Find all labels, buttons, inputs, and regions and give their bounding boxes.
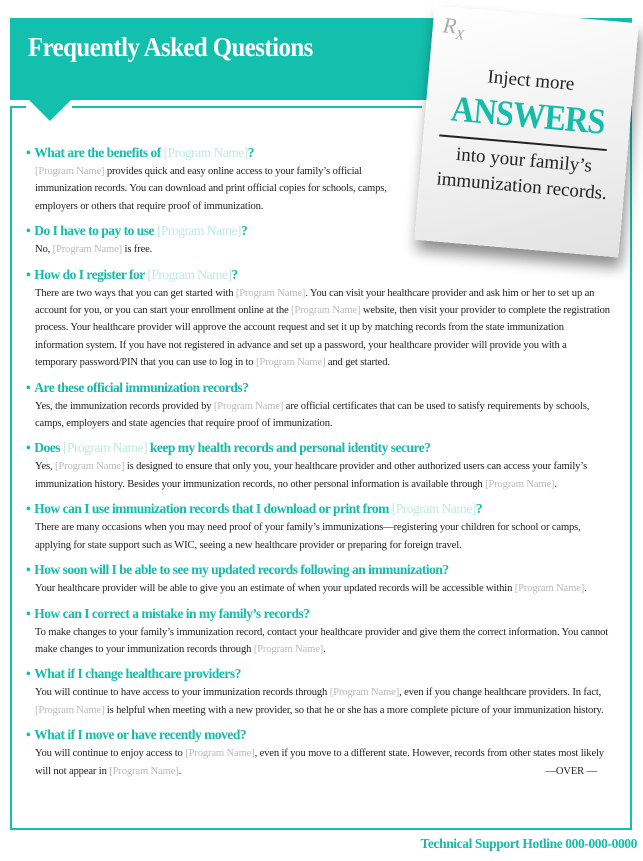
question-text: keep my health records and personal identity secure? xyxy=(146,440,431,456)
question-text: What if I change healthcare providers? xyxy=(34,666,241,682)
faq-item xyxy=(26,725,611,780)
answer-text: is helpful when meeting with a new provider, so that he or she has a more complete picture of your immunization history. xyxy=(104,704,604,716)
question-text: ? xyxy=(240,223,248,239)
faq-answer xyxy=(26,241,400,258)
question-text: Does xyxy=(34,440,63,456)
program-name-placeholder: [Program Name] xyxy=(62,440,147,456)
faq-answer xyxy=(26,458,611,493)
question-text: ? xyxy=(475,501,483,517)
faq-question xyxy=(26,604,611,624)
faq-answer xyxy=(26,285,611,372)
answer-text: . xyxy=(323,643,326,655)
faq-question xyxy=(26,265,611,285)
rx-sub: X xyxy=(454,27,465,44)
program-name-placeholder: [Program Name] xyxy=(35,166,105,177)
answer-text: Your healthcare provider will be able to give you an estimate of when your updated records will be accessible within xyxy=(35,583,515,595)
prescription-note xyxy=(414,6,639,258)
answer-text: is free. xyxy=(122,244,153,256)
faq-answer xyxy=(26,163,400,215)
answer-text: website, then visit your provider to complete the registration process. Your healthcare provider will approve the account request and set it up by matching records from the state immunization information system. If you have not registered in advance and set up a password, your healthcare provider will provide you with a temporary password/PIN that you can use to log in to xyxy=(35,305,610,369)
faq-item xyxy=(26,499,611,554)
program-name-placeholder: [Program Name] xyxy=(35,704,105,716)
question-text: How soon will I be able to see my updated records following an immunization? xyxy=(34,562,449,578)
faq-item xyxy=(26,560,611,597)
faq-question xyxy=(26,378,611,398)
answer-text: There are many occasions when you may need proof of your family’s immunizations—registering your children for school or camps, applying for state support such as WIC, seeing a new healthcare provider or preparing for foreign travel. xyxy=(35,522,581,551)
bullet-icon: • xyxy=(26,605,31,621)
answer-text: You will continue to enjoy access to xyxy=(35,748,186,760)
divider xyxy=(10,106,26,108)
question-text: How do I register for xyxy=(34,266,148,282)
faq-answer xyxy=(26,684,611,719)
note-answers: ANSWERS xyxy=(449,88,607,142)
program-name-placeholder: [Program Name] xyxy=(156,223,241,239)
faq-answer xyxy=(26,519,611,554)
program-name-placeholder: [Program Name] xyxy=(329,687,400,699)
rx-letter: R xyxy=(441,12,458,39)
faq-answer xyxy=(26,398,611,433)
divider xyxy=(72,106,422,108)
faq-question xyxy=(26,725,611,745)
program-name-placeholder: [Program Name] xyxy=(147,266,232,282)
question-text: ? xyxy=(247,145,254,160)
answer-text: and get started. xyxy=(325,357,390,369)
note-line-3: into your family’s xyxy=(455,143,593,177)
answer-text: . xyxy=(178,765,182,777)
answer-text: provides quick and easy online access to your family’s official immunization records. You can download and print official copies for schools, camps, employers or others that require proof of immunization. xyxy=(35,166,387,212)
faq-answer xyxy=(26,580,611,597)
program-name-placeholder: [Program Name] xyxy=(485,478,555,490)
bullet-icon: • xyxy=(26,145,31,160)
note-line-1: Inject more xyxy=(486,66,576,95)
question-text: How can I correct a mistake in my family’s records? xyxy=(34,605,310,621)
answer-text: Yes, xyxy=(35,461,55,473)
faq-question xyxy=(26,664,611,684)
program-name-placeholder: [Program Name] xyxy=(52,244,123,256)
program-name-placeholder: [Program Name] xyxy=(291,305,361,317)
bullet-icon: • xyxy=(26,501,31,517)
bullet-icon: • xyxy=(26,727,31,743)
faq-question xyxy=(26,499,611,519)
program-name-placeholder: [Program Name] xyxy=(54,461,125,473)
faq-answer xyxy=(26,745,611,780)
faq-item xyxy=(26,664,611,719)
faq-item xyxy=(26,438,611,493)
bullet-icon: • xyxy=(26,379,31,395)
question-text: Are these official immunization records? xyxy=(34,379,249,395)
faq-item xyxy=(26,378,611,433)
program-name-placeholder: [Program Name] xyxy=(185,748,255,760)
page-title: Frequently Asked Questions xyxy=(28,32,313,62)
answer-text: . You can visit your healthcare provider and ask him or her to set up an account for you, or you can start your enrollment online at the xyxy=(35,287,595,317)
program-name-placeholder: [Program Name] xyxy=(391,501,476,517)
program-name-placeholder: [Program Name] xyxy=(213,400,284,412)
bullet-icon: • xyxy=(26,266,31,282)
bullet-icon: • xyxy=(26,440,31,456)
question-text: How can I use immunization records that I download or print from xyxy=(34,501,392,517)
program-name-placeholder: [Program Name] xyxy=(253,643,324,655)
answer-text: , even if you move to a different state. However, records from other states most likely will not appear in xyxy=(35,748,604,777)
answer-text: is designed to ensure that only you, your healthcare provider and other authorized users can access your family’s immunization history. Besides your immunization records, no other personal information is available through xyxy=(35,461,588,490)
answer-text: To make changes to your family’s immunization record, contact your healthcare provider and give them the correct information. You cannot make changes to your immunization records through xyxy=(35,626,609,655)
question-text: What if I move or have recently moved? xyxy=(34,727,247,743)
bullet-icon: • xyxy=(26,666,31,682)
question-text: What are the benefits of xyxy=(34,145,164,160)
answer-text: . xyxy=(554,478,557,490)
program-name-placeholder: [Program Name] xyxy=(255,357,326,369)
note-line-4: immunization records. xyxy=(435,168,608,205)
program-name-placeholder: [Program Name] xyxy=(163,145,248,160)
faq-item xyxy=(26,604,611,659)
question-text: Do I have to pay to use xyxy=(34,223,157,239)
faq-answer xyxy=(26,624,611,659)
rx-icon xyxy=(441,12,466,44)
answer-text: are official certificates that can be used to satisfy requirements by schools, camps, employers and state agencies that require proof of immunization. xyxy=(35,400,590,430)
faq-question xyxy=(26,560,611,580)
answer-text: . xyxy=(584,583,587,595)
answer-text: No, xyxy=(35,244,53,256)
support-hotline: Technical Support Hotline 000-000-0000 xyxy=(420,836,637,851)
question-text: ? xyxy=(231,266,238,282)
faq-item xyxy=(26,265,611,372)
bullet-icon: • xyxy=(26,562,31,578)
faq-question xyxy=(26,438,611,458)
over-label: —OVER — xyxy=(545,765,597,777)
answer-text: There are two ways that you can get started with xyxy=(35,287,236,299)
bullet-icon: • xyxy=(26,223,31,239)
program-name-placeholder: [Program Name] xyxy=(514,583,585,595)
program-name-placeholder: [Program Name] xyxy=(235,287,306,299)
answer-text: Yes, the immunization records provided by xyxy=(35,400,214,412)
answer-text: You will continue to have access to your immunization records through xyxy=(35,687,330,699)
answer-text: , even if you change healthcare providers. In fact, xyxy=(399,687,602,699)
program-name-placeholder: [Program Name] xyxy=(109,765,179,777)
